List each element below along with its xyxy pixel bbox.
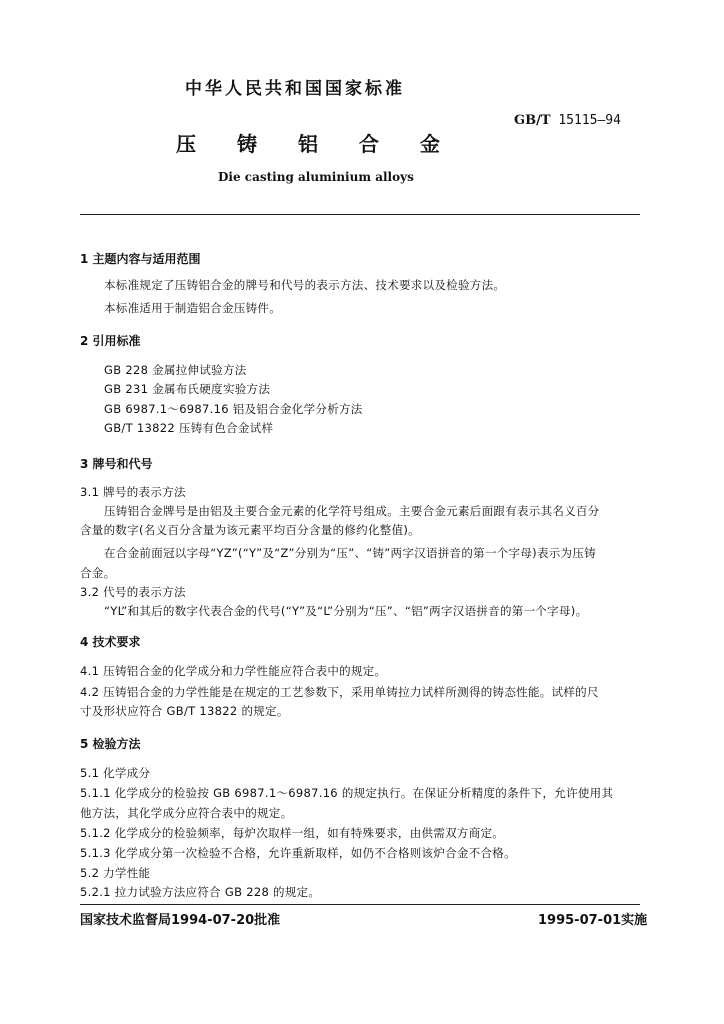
- body-line: 压铸铝合金牌号是由铝及主要合金元素的化学符号组成。主要合金元素后面跟有表示其名义百分: [104, 504, 600, 518]
- implementation-text: 1995-07-01实施: [538, 913, 648, 928]
- standard-title: 中华人民共和国国家标准: [185, 79, 405, 99]
- title-char: 铸: [236, 132, 257, 156]
- body-line: 含量的数字(名义百分含量为该元素平均百分含量的修约化整值)。: [80, 523, 420, 537]
- section-heading-4: 4 技术要求: [80, 635, 141, 649]
- reference-item: GB 231 金属布氏硬度实验方法: [104, 382, 271, 396]
- section-heading-3: 3 牌号和代号: [80, 457, 153, 471]
- standard-code-prefix: GB/T: [514, 113, 551, 128]
- approval-text: 国家技术监督局1994-07-20批准: [80, 913, 281, 928]
- reference-item: GB 228 金属拉伸试验方法: [104, 363, 247, 377]
- main-title: [176, 128, 474, 157]
- reference-item: GB/T 13822 压铸有色合金试样: [104, 421, 274, 435]
- reference-item: GB 6987.1～6987.16 铝及铝合金化学分析方法: [104, 402, 363, 416]
- section-heading-2: 2 引用标准: [80, 334, 141, 348]
- subsection-heading: 5.2 力学性能: [80, 866, 151, 880]
- header-divider: [80, 214, 640, 215]
- subsection-heading: 5.1 化学成分: [80, 766, 151, 780]
- section-heading-1: 1 主题内容与适用范围: [80, 252, 201, 266]
- body-line: 5.1.3 化学成分第一次检验不合格，允许重新取样，如仍不合格则该炉合金不合格。: [80, 846, 516, 860]
- footer-divider: [80, 904, 640, 905]
- subsection-heading: 3.2 代号的表示方法: [80, 585, 186, 599]
- body-line: 寸及形状应符合 GB/T 13822 的规定。: [80, 704, 289, 718]
- body-line: 合金。: [80, 566, 116, 580]
- body-line: 本标准规定了压铸铝合金的牌号和代号的表示方法、技术要求以及检验方法。: [104, 278, 506, 292]
- body-line: 5.1.1 化学成分的检验按 GB 6987.1～6987.16 的规定执行。在保证分析精度的条件下，允许使用其: [80, 786, 614, 800]
- body-line: 5.2.1 拉力试验方法应符合 GB 228 的规定。: [80, 885, 321, 899]
- body-line: 在合金前面冠以字母“YZ”(“Y”及“Z”分别为“压”、“铸”两字汉语拼音的第一个字母)表示为压铸: [104, 546, 596, 560]
- section-heading-5: 5 检验方法: [80, 737, 141, 751]
- title-char: 合: [358, 132, 379, 156]
- title-char: 压: [176, 132, 196, 156]
- english-title: Die casting aluminium alloys: [218, 170, 414, 184]
- body-line: “YL”和其后的数字代表合金的代号(“Y”及“L”分别为“压”、“铝”两字汉语拼音的第一个字母)。: [104, 604, 588, 618]
- subsection-heading: 3.1 牌号的表示方法: [80, 485, 186, 499]
- title-char: 金: [419, 132, 440, 156]
- standard-code: [514, 113, 621, 128]
- body-line: 本标准适用于制造铝合金压铸件。: [104, 301, 281, 315]
- body-line: 5.1.2 化学成分的检验频率，每炉次取样一组，如有特殊要求，由供需双方商定。: [80, 826, 505, 840]
- body-line: 4.2 压铸铝合金的力学性能是在规定的工艺参数下，采用单铸拉力试样所测得的铸态性能。试样的尺: [80, 685, 599, 699]
- standard-code-number: 15115—94: [558, 113, 621, 128]
- body-line: 4.1 压铸铝合金的化学成分和力学性能应符合表中的规定。: [80, 664, 387, 678]
- body-line: 他方法，其化学成分应符合表中的规定。: [80, 806, 293, 820]
- title-char: 铝: [297, 132, 318, 156]
